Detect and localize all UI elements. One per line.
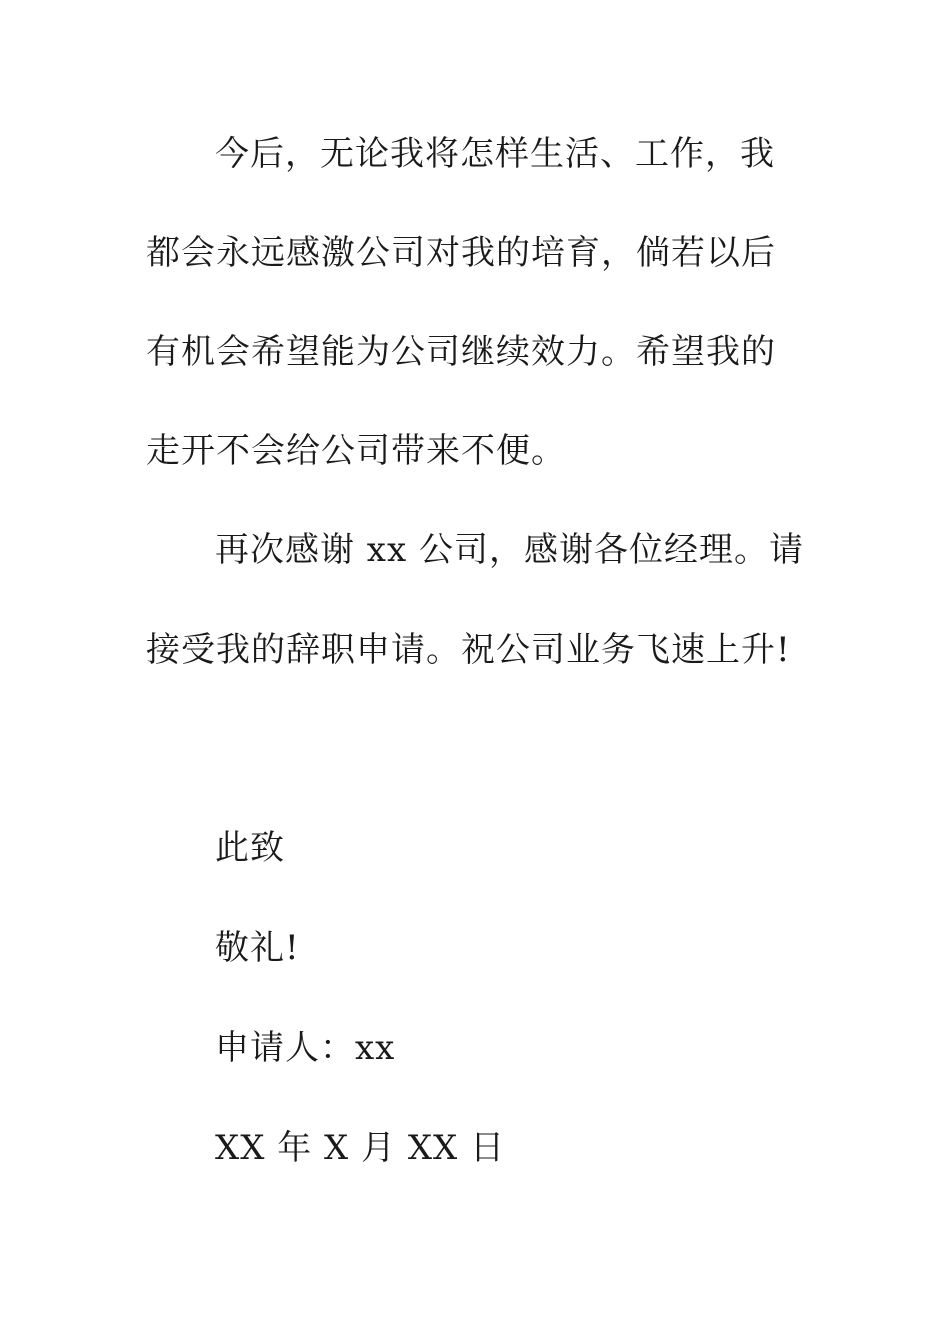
- closing-regards: 敬礼!: [215, 928, 300, 968]
- paragraph-2-line-2: 接受我的辞职申请。祝公司业务飞速上升!: [146, 630, 791, 670]
- date-line: XX 年 X 月 XX 日: [215, 1128, 506, 1168]
- paragraph-1-line-4: 走开不会给公司带来不便。: [146, 431, 566, 471]
- closing-salutation: 此致: [215, 828, 285, 868]
- applicant-line: 申请人：xx: [215, 1028, 396, 1068]
- paragraph-2-line-1: 再次感谢 xx 公司，感谢各位经理。请: [215, 530, 804, 570]
- paragraph-1-line-1: 今后，无论我将怎样生活、工作，我: [215, 134, 775, 174]
- paragraph-1-line-3: 有机会希望能为公司继续效力。希望我的: [146, 332, 776, 372]
- paragraph-1-line-2: 都会永远感激公司对我的培育，倘若以后: [146, 233, 776, 273]
